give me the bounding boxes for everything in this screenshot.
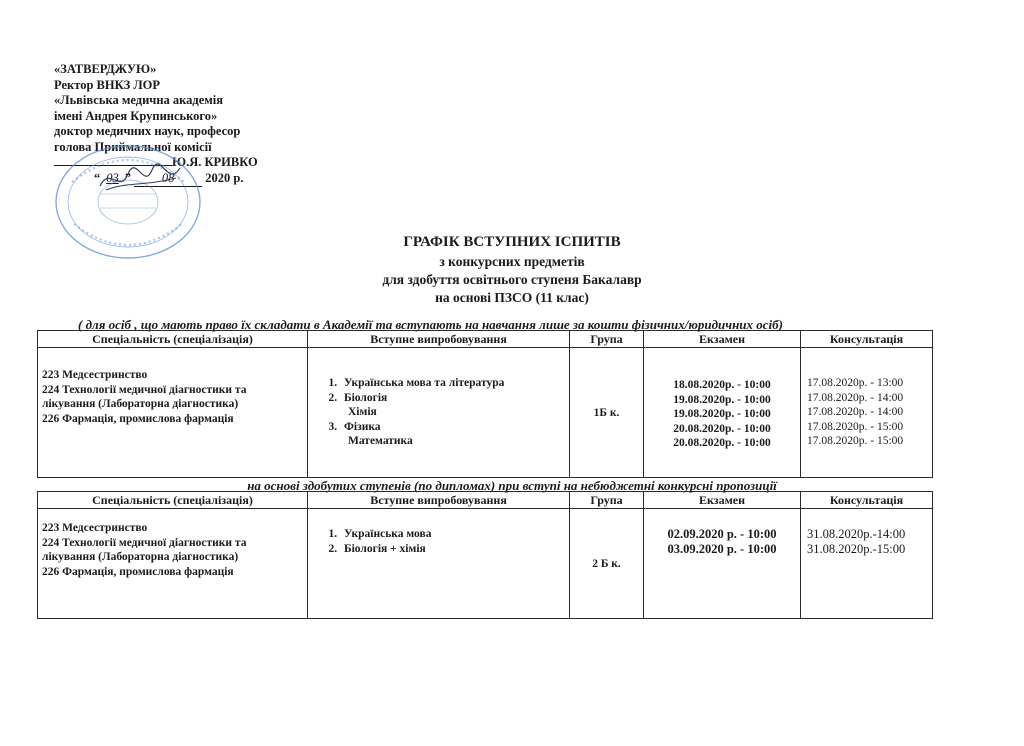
specialty-line: 224 Технології медичної діагностики та	[42, 536, 247, 549]
signature-scribble	[96, 160, 184, 196]
exam-date: 02.09.2020 р. - 10:00	[667, 527, 777, 541]
date-month: 08	[134, 171, 202, 188]
exam-item: 2. Біологія + хімія	[340, 542, 565, 557]
document-subtitle: для здобуття освітнього ступеня Бакалавр	[382, 272, 642, 287]
col-exam: Екзамен	[644, 492, 801, 509]
consult-date: 17.08.2020р. - 14:00	[807, 406, 904, 418]
table-header-row	[38, 331, 933, 348]
table-row	[38, 509, 933, 619]
exam-date: 20.08.2020р. - 10:00	[673, 437, 771, 449]
consult-date: 17.08.2020р. - 14:00	[807, 391, 904, 404]
exam-subitem: Хімія	[348, 406, 377, 418]
exam-item: 1. Українська мова та література	[340, 376, 565, 391]
col-consult: Консультація	[801, 492, 933, 509]
date-day: 03	[106, 170, 119, 185]
col-specialty: Спеціальність (спеціалізація)	[38, 492, 308, 509]
exam-item: 2. Біологія Хімія	[340, 391, 565, 420]
consult-date: 17.08.2020р. - 15:00	[807, 435, 904, 447]
col-exam: Екзамен	[644, 331, 801, 348]
specialty-line: 224 Технології медичної діагностики та	[42, 383, 247, 396]
table-row	[38, 348, 933, 478]
exams-cell	[308, 509, 570, 619]
col-consult: Консультація	[801, 331, 933, 348]
col-exams: Вступне випробовування	[308, 492, 570, 509]
approval-line: «ЗАТВЕРДЖУЮ»	[54, 62, 157, 76]
consult-date: 31.08.2020р.-14:00	[807, 527, 906, 541]
exam-item: 1. Українська мова	[340, 527, 565, 542]
col-group: Група	[570, 331, 644, 348]
exam-dates-cell	[644, 509, 801, 619]
col-exams: Вступне випробовування	[308, 331, 570, 348]
signatory-name: Ю.Я. КРИВКО	[172, 155, 258, 169]
table1-note: ( для осіб , що мають право їх складати в Академії та вступають на навчання лише за кошти фізичних/юридичних осіб)	[78, 317, 783, 332]
specialty-line: 226 Фармація, промислова фармація	[42, 412, 234, 425]
consult-dates-cell	[801, 348, 933, 478]
schedule-table-2	[37, 491, 933, 619]
table-header-row	[38, 492, 933, 509]
document-subtitle: на основі ПЗСО (11 клас)	[435, 290, 589, 305]
exam-date: 03.09.2020 р. - 10:00	[667, 541, 777, 556]
date-year: 2020 р.	[205, 170, 244, 185]
table2-note: на основі здобутих ступенів (по дипломах) при вступі на небюджетні конкурсні пропозиції	[247, 478, 777, 493]
consult-date: 17.08.2020р. - 15:00	[807, 420, 904, 433]
schedule-table-1	[37, 330, 933, 478]
specialty-line: лікування (Лабораторна діагностика)	[42, 398, 239, 410]
specialty-line: 223 Медсестринство	[42, 522, 148, 534]
col-specialty: Спеціальність (спеціалізація)	[38, 331, 308, 348]
approval-line: Ректор ВНКЗ ЛОР	[54, 77, 161, 92]
consult-dates-cell	[801, 509, 933, 619]
exam-dates-cell	[644, 348, 801, 478]
document-title: ГРАФІК ВСТУПНИХ ІСПИТІВ	[403, 234, 621, 250]
approval-date: “ 03 ” 08 2020 р.	[54, 171, 294, 188]
approval-line: доктор медичних наук, професор	[54, 124, 241, 138]
document-subtitle: з конкурсних предметів	[439, 254, 585, 269]
exam-date: 19.08.2020р. - 10:00	[673, 393, 771, 406]
exam-date: 20.08.2020р. - 10:00	[673, 422, 771, 435]
approval-line: «Львівська медична академія	[54, 93, 224, 107]
specialty-cell	[38, 509, 308, 619]
exam-date: 19.08.2020р. - 10:00	[673, 408, 771, 420]
specialty-cell	[38, 348, 308, 478]
consult-date: 31.08.2020р.-15:00	[807, 541, 906, 556]
group-cell: 2 Б к.	[570, 509, 644, 619]
specialty-line: 226 Фармація, промислова фармація	[42, 565, 234, 578]
specialty-line: 223 Медсестринство	[42, 369, 148, 381]
exam-subitem: Математика	[348, 435, 413, 447]
group-cell: 1Б к.	[570, 348, 644, 478]
approval-line: імені Андрея Крупинського»	[54, 108, 218, 123]
specialty-line: лікування (Лабораторна діагностика)	[42, 551, 239, 563]
exams-cell	[308, 348, 570, 478]
approval-line: голова Приймальної комісії	[54, 139, 212, 154]
exam-date: 18.08.2020р. - 10:00	[673, 379, 771, 391]
consult-date: 17.08.2020р. - 13:00	[807, 377, 904, 389]
col-group: Група	[570, 492, 644, 509]
exam-item: 3. Фізика Математика	[340, 420, 565, 449]
